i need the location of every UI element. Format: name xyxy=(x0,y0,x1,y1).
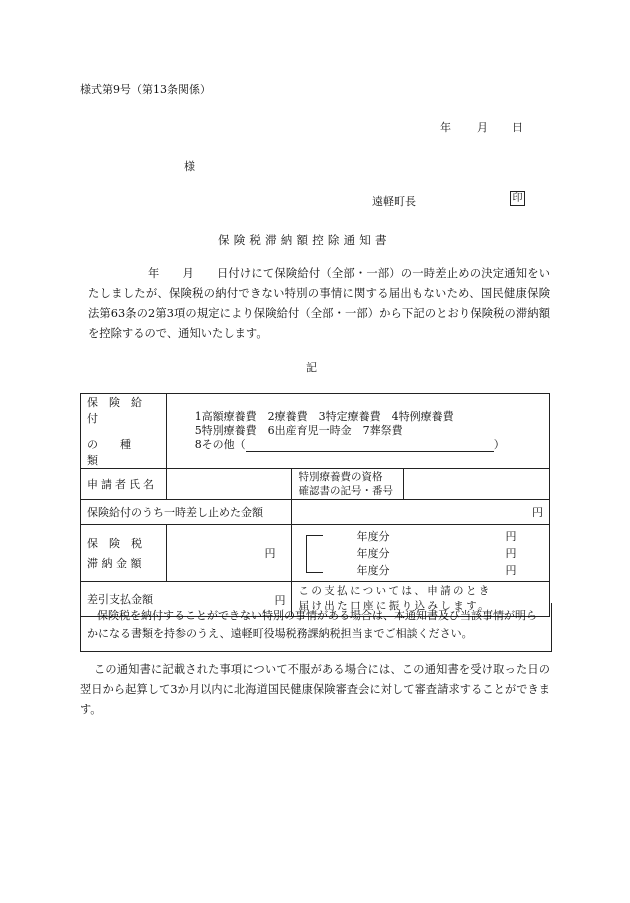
arrears-yen-1: 円 xyxy=(505,530,517,543)
form-number: 様式第9号（第13条関係） xyxy=(80,83,211,96)
benefit-type-label-2: の 種 類 xyxy=(87,438,153,467)
consultation-note xyxy=(80,603,552,652)
arrears-year-row-3 xyxy=(356,562,516,578)
benefit-type-label xyxy=(81,394,167,469)
cert-label xyxy=(292,469,404,500)
arrears-bracket xyxy=(306,535,323,573)
cert-number-field[interactable] xyxy=(404,469,550,500)
arrears-label-2: 滞 納 金 額 xyxy=(87,557,142,570)
date-day: 日 xyxy=(512,121,523,134)
payment-note-1: この支払については、申請のとき xyxy=(298,585,492,597)
arrears-label xyxy=(81,525,167,582)
applicant-name-field[interactable] xyxy=(166,469,292,500)
arrears-breakdown xyxy=(292,525,550,582)
benefit-items-line-1: 1高額療養費 2療養費 3特定療養費 4特例療養費 xyxy=(194,410,454,423)
date-month: 月 xyxy=(477,121,488,134)
payment-note-2: 届け出た口座に振り込みします。 xyxy=(298,600,492,612)
document-title: 保険税滞納額控除通知書 xyxy=(218,233,391,247)
body-paragraph: 年 月 日付けにて保険給付（全部・一部）の一時差止めの決定通知をいたしましたが、保険税の納付できない特別の事情に関する届出もないため、国民健康保険法第63条の2第3項の規定により保険給付（全部・一部）から下記のとおり保険税の滞納額を控除するので、通知いたします。 xyxy=(88,267,550,340)
details-table xyxy=(80,393,550,617)
benefit-other-field[interactable] xyxy=(246,440,494,452)
net-payment-yen: 円 xyxy=(274,594,286,607)
benefit-other-suffix: ） xyxy=(493,438,505,451)
appeal-notice-text: この通知書に記載された事項について不服がある場合には、この通知書を受け取った日の翌日から起算して3か月以内に北海道国民健康保険審査会に対して審査請求することができます。 xyxy=(80,663,550,716)
withheld-amount-label: 保険給付のうち一時差し止めた金額 xyxy=(81,500,292,525)
arrears-year-row-1 xyxy=(356,528,516,544)
seal-mark: 印 xyxy=(510,191,525,206)
benefit-items-line-2: 5特別療養費 6出産育児一時金 7葬祭費 xyxy=(194,424,403,437)
arrears-year-1: 年度分 xyxy=(356,530,390,543)
arrears-yen-2: 円 xyxy=(505,547,517,560)
cert-label-1: 特別療養費の資格 xyxy=(298,471,383,483)
date-year: 年 xyxy=(440,121,451,134)
arrears-yen-3: 円 xyxy=(505,564,517,577)
withheld-yen: 円 xyxy=(532,506,543,519)
addressee-suffix: 様 xyxy=(184,160,195,173)
arrears-year-row-2 xyxy=(356,545,516,561)
ki-heading: 記 xyxy=(306,361,317,374)
arrears-label-1: 保 険 税 xyxy=(87,537,142,550)
withheld-amount-field[interactable] xyxy=(292,500,550,525)
appeal-notice xyxy=(80,660,550,720)
benefit-other-prefix: 8その他（ xyxy=(194,438,246,451)
consultation-note-text: 保険税を納付することができない特別の事情がある場合は、本通知書及び当該事情が明らかになる書類を持参のうえ、遠軽町役場税務課納税担当までご相談ください。 xyxy=(87,609,537,640)
net-payment-label: 差引支払金額 xyxy=(87,593,153,606)
arrears-total-yen: 円 xyxy=(264,547,276,560)
issuer-name: 遠軽町長 xyxy=(372,195,416,208)
issue-date xyxy=(440,119,523,135)
arrears-year-2: 年度分 xyxy=(356,547,390,560)
benefit-type-label-1: 保 険 給 付 xyxy=(87,396,153,425)
arrears-year-3: 年度分 xyxy=(356,564,390,577)
body-text xyxy=(88,264,550,344)
benefit-type-list xyxy=(166,394,549,469)
arrears-total-field[interactable] xyxy=(166,525,292,582)
applicant-label: 申請者氏名 xyxy=(81,469,167,500)
cert-label-2: 確認書の記号・番号 xyxy=(298,485,393,497)
